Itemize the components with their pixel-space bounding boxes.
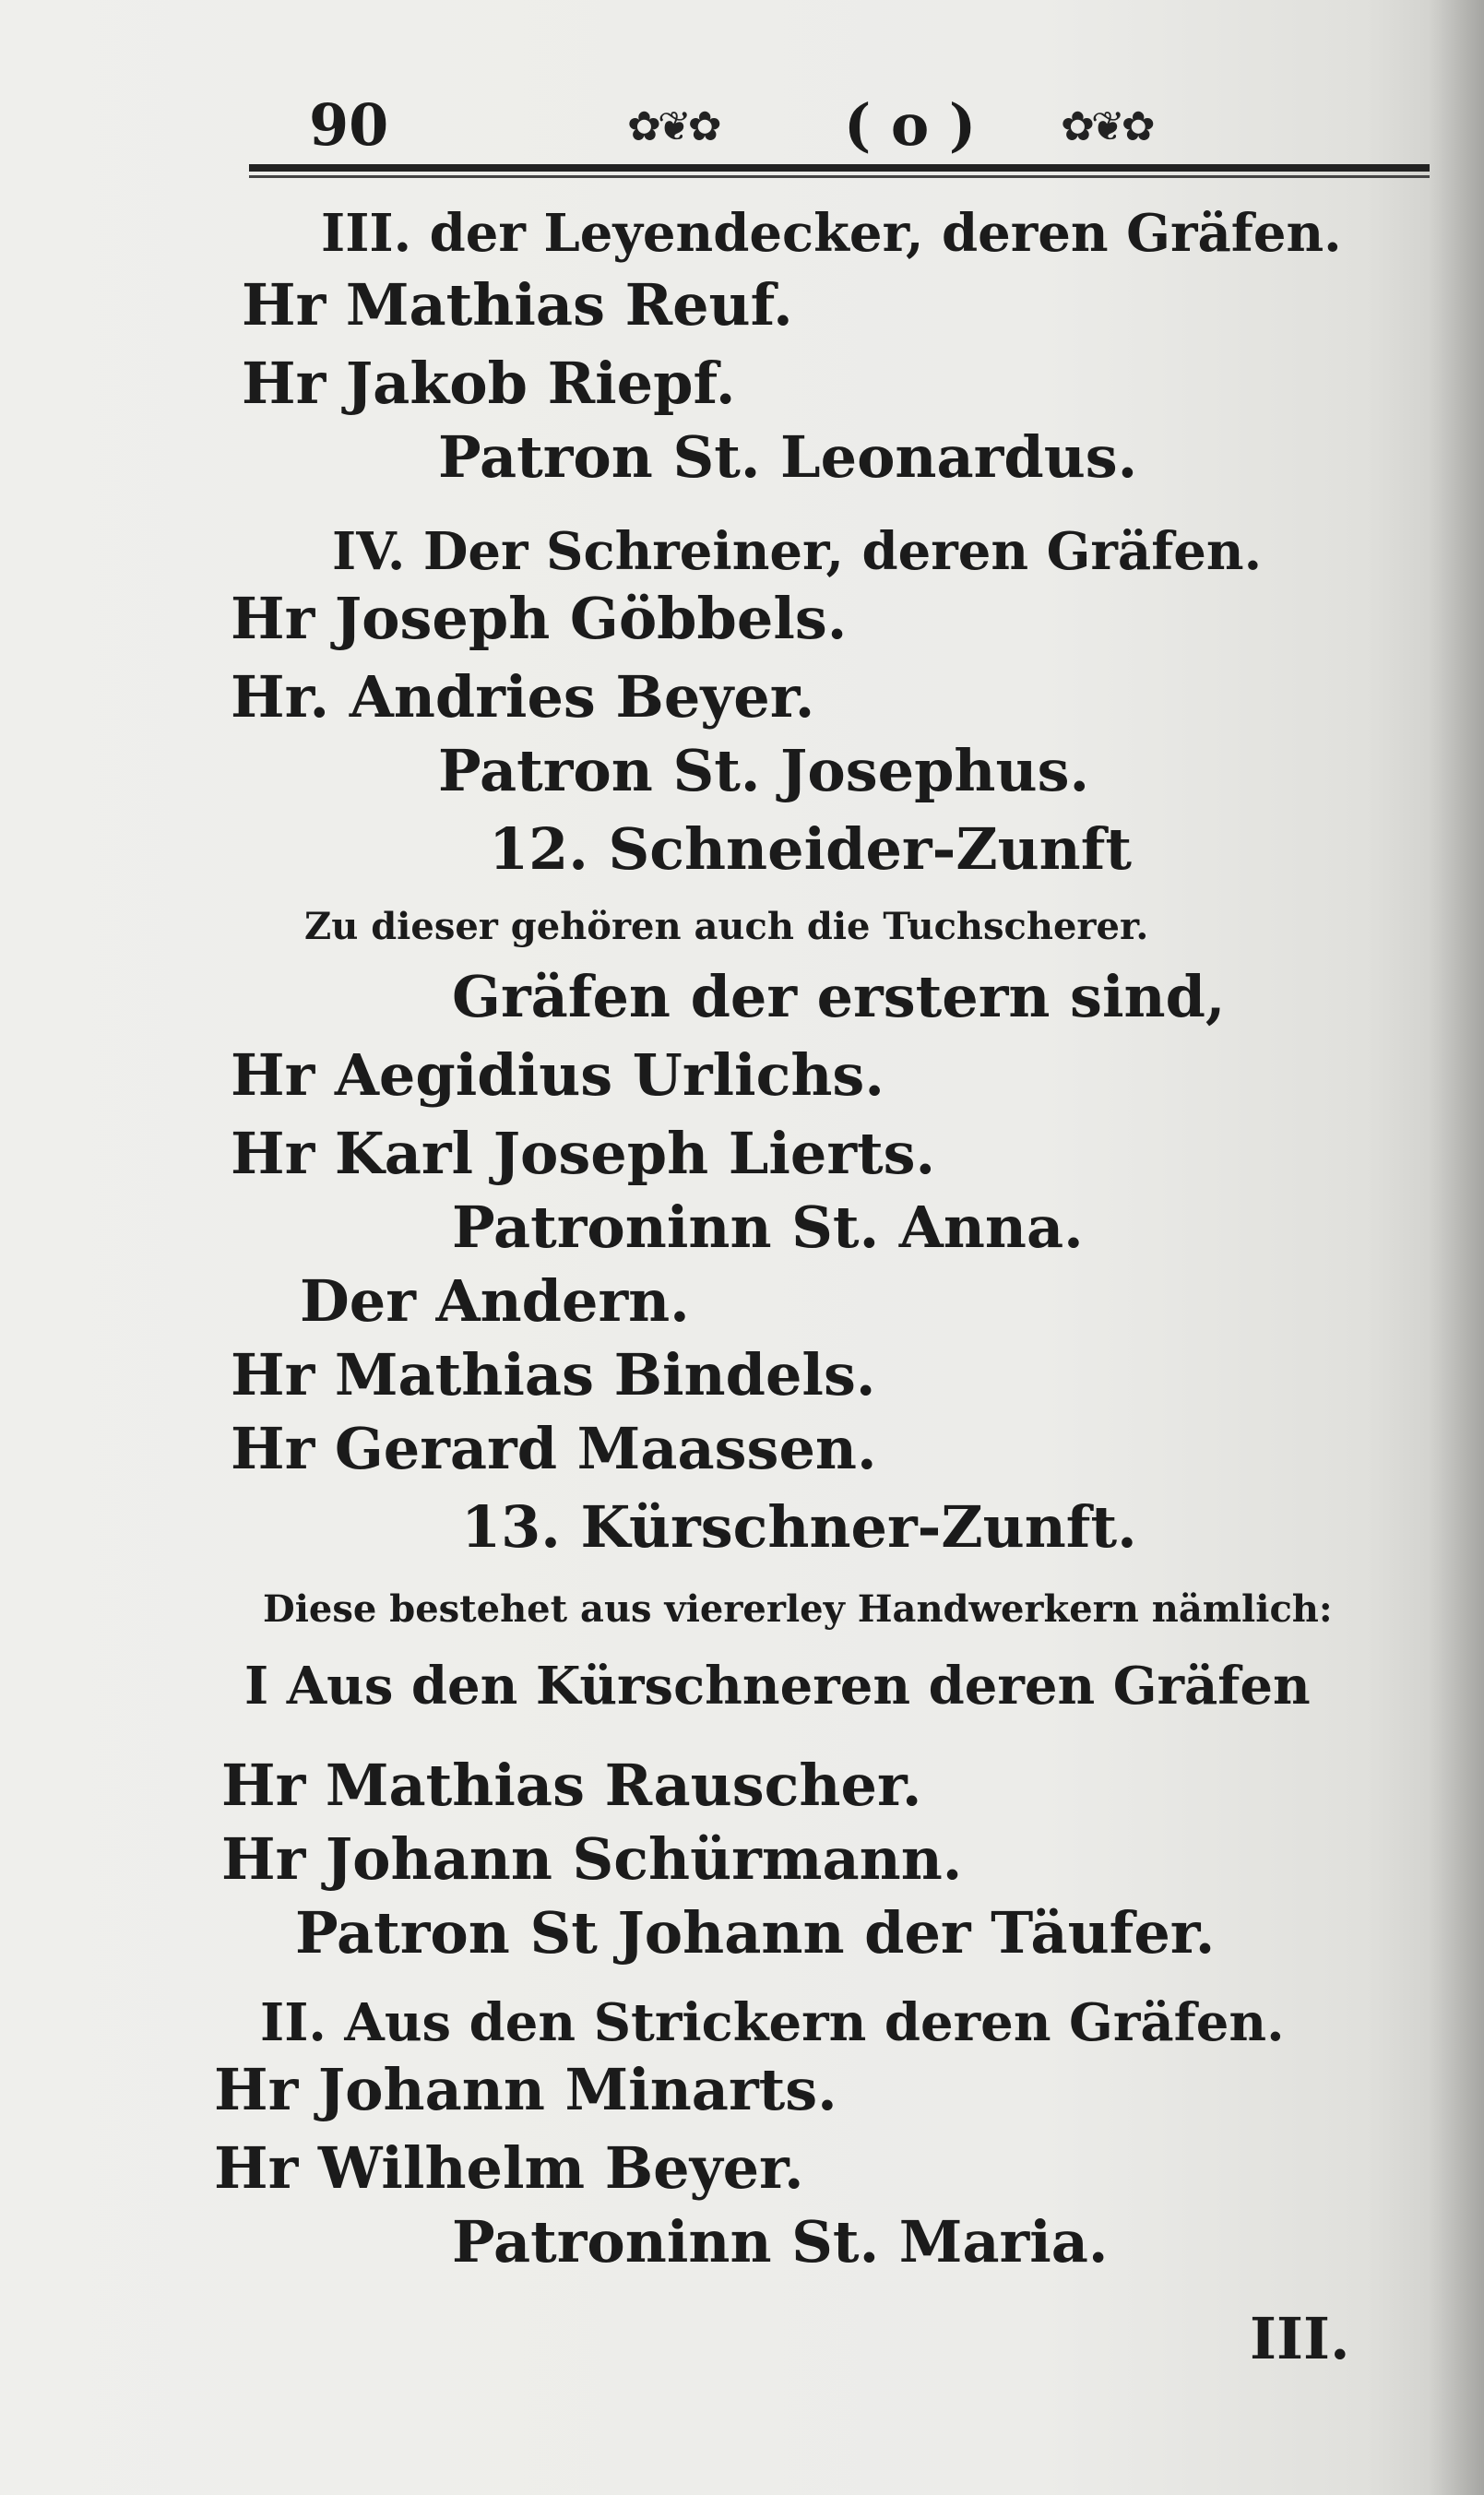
text-line: Hr Mathias Reuf. <box>242 271 793 339</box>
text-line: Gräfen der erstern sind, <box>452 963 1226 1030</box>
text-line: Hr Joseph Göbbels. <box>231 585 848 652</box>
text-line: Diese bestehet aus viererley Handwerkern nämlich: <box>263 1587 1333 1631</box>
text-line: Hr Gerard Maassen. <box>231 1415 877 1482</box>
header-rule <box>249 164 1430 172</box>
signature-mark: ( o ) <box>844 91 977 159</box>
text-line: Hr Mathias Rauscher. <box>221 1752 922 1819</box>
header-rule-thin <box>249 175 1430 178</box>
page-number: 90 <box>309 91 389 159</box>
text-line: III. der Leyendecker, deren Gräfen. <box>321 203 1342 264</box>
text-line: Patroninn St. Anna. <box>452 1194 1084 1261</box>
text-line: Patron St. Leonardus. <box>438 423 1138 491</box>
text-line: Hr Wilhelm Beyer. <box>214 2134 804 2202</box>
section-heading: 12. Schneider-Zunft <box>489 815 1133 883</box>
text-line: Der Andern. <box>300 1267 690 1335</box>
text-line: Patron St. Josephus. <box>438 737 1090 804</box>
left-ornament-icon: ✿❦✿ <box>627 103 718 150</box>
text-line: Hr Karl Joseph Lierts. <box>231 1120 936 1187</box>
text-line: Patroninn St. Maria. <box>452 2208 1109 2275</box>
text-line: Hr. Andries Beyer. <box>231 663 815 731</box>
page-shadow <box>1429 0 1484 2495</box>
text-line: Patron St Johann der Täufer. <box>295 1899 1216 1966</box>
text-line: Hr Johann Minarts. <box>214 2056 837 2123</box>
text-line: II. Aus den Strickern deren Gräfen. <box>260 1992 1285 2053</box>
text-line: Hr Johann Schürmann. <box>221 1825 963 1893</box>
text-line: Hr Aegidius Urlichs. <box>231 1041 884 1109</box>
text-line: Zu dieser gehören auch die Tuchscherer. <box>304 905 1149 948</box>
text-line: Hr Mathias Bindels. <box>231 1341 876 1408</box>
section-heading: 13. Kürschner-Zunft. <box>461 1493 1137 1561</box>
text-line: IV. Der Schreiner, deren Gräfen. <box>332 521 1263 582</box>
text-line: Hr Jakob Riepf. <box>242 350 736 417</box>
text-line: I Aus den Kürschneren deren Gräfen <box>244 1656 1311 1717</box>
right-ornament-icon: ✿❦✿ <box>1061 103 1152 150</box>
catchword: III. <box>1250 2305 1350 2372</box>
